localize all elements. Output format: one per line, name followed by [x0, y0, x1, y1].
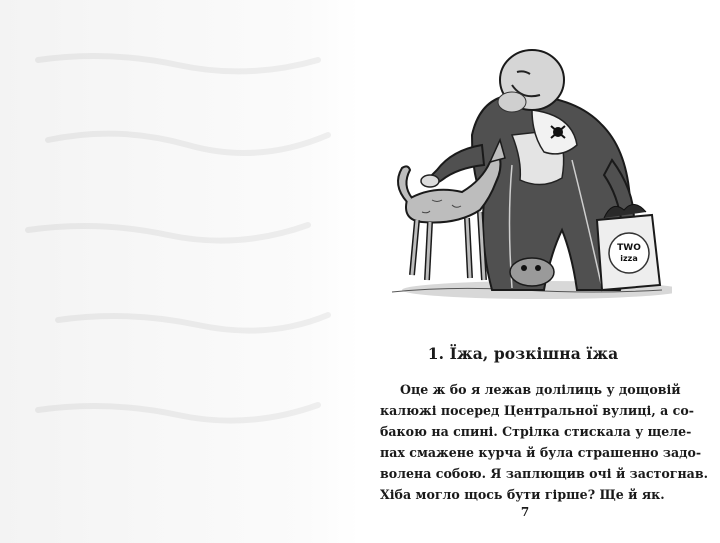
chapter-title: 1. Їжа, розкішна їжа — [427, 344, 619, 363]
body-line-4: пах смажене курча й була страшенно задо- — [380, 445, 702, 460]
bag-label-line2: izza — [620, 254, 638, 263]
body-line-1: Оце ж бо я лежав долілиць у дощовій — [400, 382, 681, 397]
bag-label-line1: TWO — [617, 243, 641, 253]
body-line-2: калюжі посеред Центральної вулиці, а со- — [380, 403, 694, 418]
body-line-5: волена собою. Я заплющив очі й застогнав. — [380, 466, 708, 481]
chapter-illustration — [372, 40, 672, 305]
body-line-6: Хіба могло щось бути гірше? Ще й як. — [380, 487, 665, 502]
page-number: 7 — [520, 505, 530, 519]
chapter-body — [380, 379, 708, 505]
show-through-texture — [18, 20, 338, 520]
body-line-3: бакою на спині. Стрілка стискала у щеле- — [380, 424, 692, 439]
